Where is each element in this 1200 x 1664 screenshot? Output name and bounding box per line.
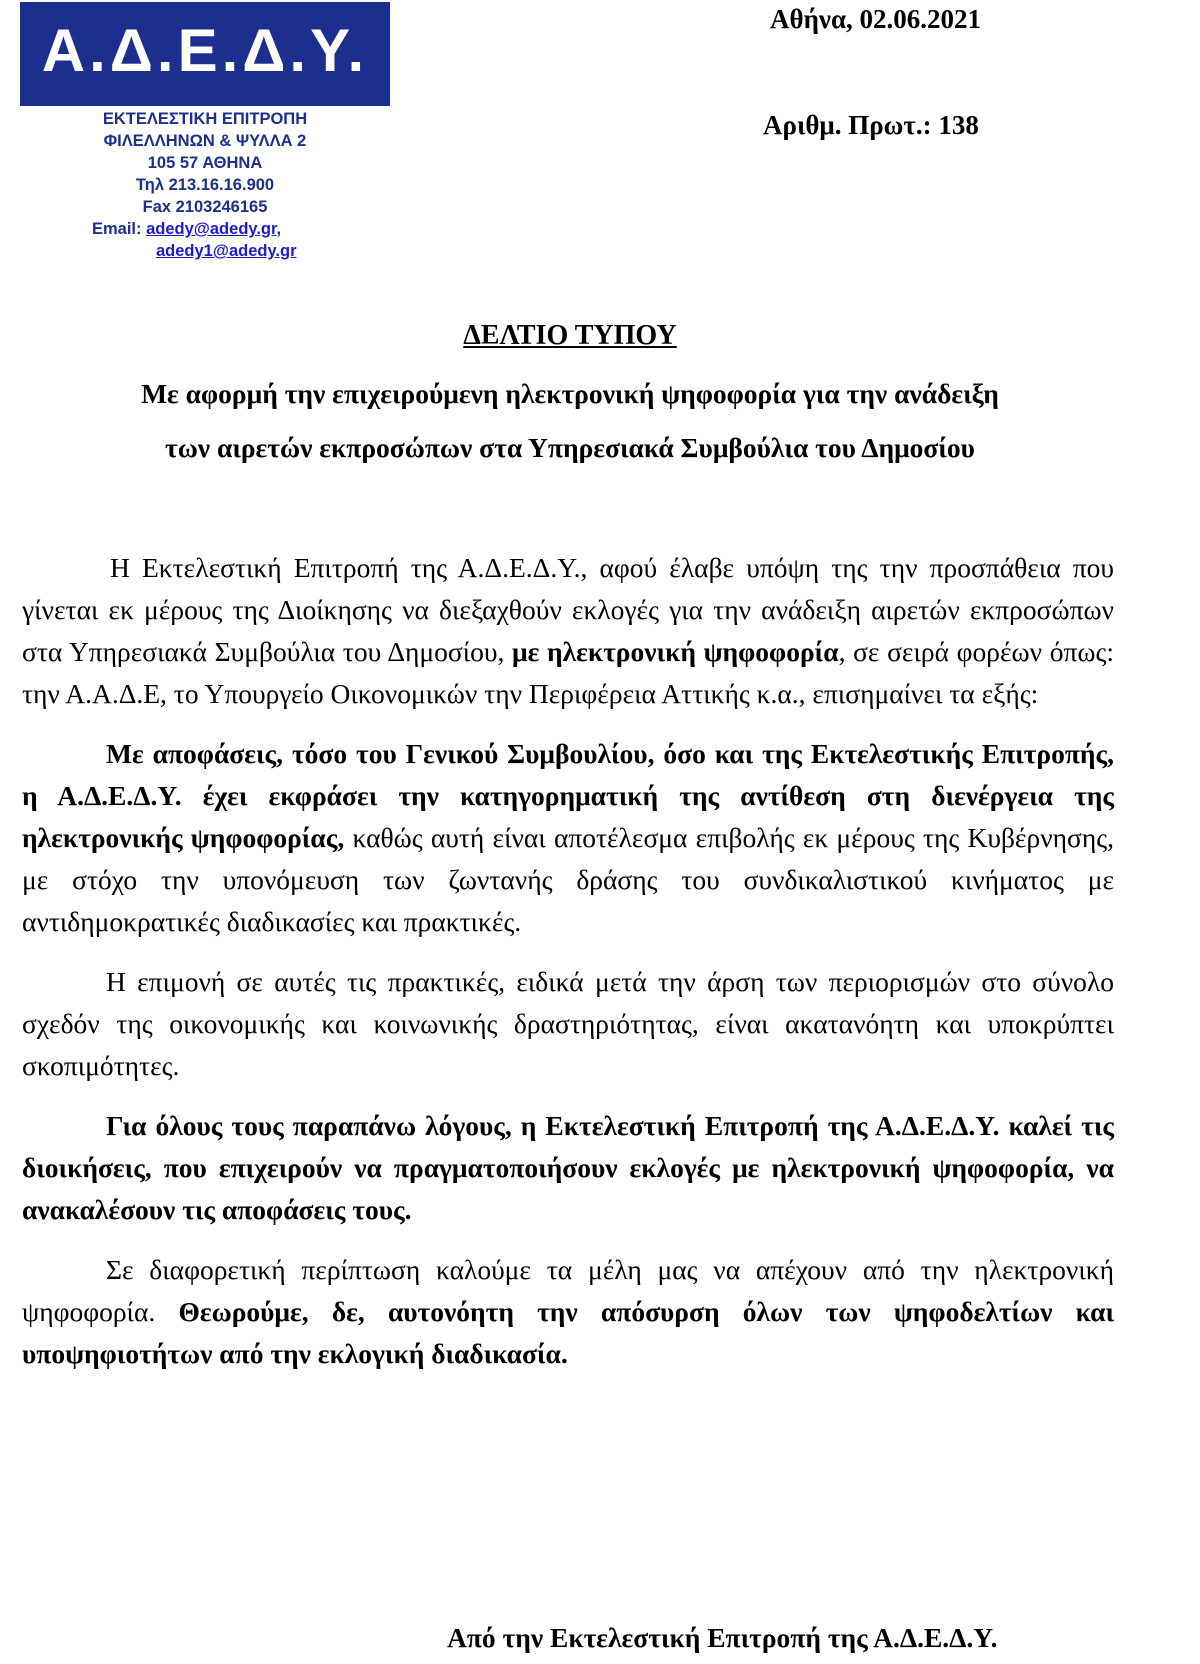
paragraph-3: Η επιμονή σε αυτές τις πρακτικές, ειδικά μετά την άρση των περιορισμών στο σύνολο σχεδόν της οικονομικής και κοινωνικής δραστηριότητας, είναι ακατανόητη και υποκρύπτει σκοπιμότητες. [22,966,1114,1081]
email-label: Email: [92,220,147,238]
email-link-secondary[interactable]: adedy1@adedy.gr [156,242,297,260]
contact-block [40,108,370,262]
email-link-primary[interactable]: adedy@adedy.gr [146,220,277,238]
logo [20,2,390,106]
protocol-number: Αριθμ. Πρωτ.: 138 [763,110,979,140]
contact-fax: Fax 2103246165 [142,198,268,216]
paragraph-4 [22,1105,1114,1231]
contact-email-line [40,218,370,240]
paragraph-5-bold: Θεωρούμε, δε, αυτονόητη την απόσυρση όλων των ψηφοδελτίων και υποψηφιοτήτων από την εκλογική διαδικασία. [22,1296,1115,1369]
paragraph-5-text: Σε διαφορετική περίπτωση καλούμε τα μέλη μας να απέχουν από την ηλεκτρονική ψηφοφορία. [22,1254,1114,1327]
document-title: ΔΕΛΤΙΟ ΤΥΠΟΥ [463,320,677,351]
paragraph-2-bold: Με αποφάσεις, τόσο του Γενικού Συμβουλίου, όσο και της Εκτελεστικής Επιτροπής, η Α.Δ.Ε.Δ.Υ. έχει εκφράσει την κατηγορηματική της αντίθεση στη διενέργεια της ηλεκτρονικής ψηφοφορίας, [22,738,1114,853]
contact-email-line-2 [40,240,370,262]
contact-line-committee: ΕΚΤΕΛΕΣΤΙΚΗ ΕΠΙΤΡΟΠΗ [102,110,308,128]
paragraph-1 [22,547,1114,715]
logo-text: Α.Δ.Ε.Δ.Υ. [41,17,369,84]
paragraph-2 [22,733,1114,943]
signature: Από την Εκτελεστική Επιτροπή της Α.Δ.Ε.Δ.Υ. [447,1622,998,1653]
paragraph-5 [22,1249,1114,1375]
paragraph-1-text-a: Η Εκτελεστική Επιτροπή της Α.Δ.Ε.Δ.Υ., αφού έλαβε υπόψη της την προσπάθεια που γίνεται εκ μέρους της Διοίκησης να διεξαχθούν εκλογές για την ανάδειξη αιρετών εκπροσώπων στα Υπηρεσιακά Συμβούλια του Δημοσίου, [22,552,1114,667]
paragraph-1-bold: με ηλεκτρονική ψηφοφορία [512,636,839,667]
subtitle-line-2: των αιρετών εκπροσώπων στα Υπηρεσιακά Συμβούλια του Δημοσίου [165,432,975,463]
contact-line-city: 105 57 ΑΘΗΝΑ [147,154,263,172]
paragraph-1-text-c: , σε σειρά φορέων όπως: την Α.Α.Δ.Ε, το Υπουργείο Οικονομικών την Περιφέρεια Αττικής κ.α., επισημαίνει τα εξής: [22,636,1114,709]
contact-line-address: ΦΙΛΕΛΛΗΝΩΝ & ΨΥΛΛΑ 2 [103,132,307,150]
paragraph-4-bold: Για όλους τους παραπάνω λόγους, η Εκτελεστική Επιτροπή της Α.Δ.Ε.Δ.Υ. καλεί τις διοικήσεις, που επιχειρούν να πραγματοποιήσουν εκλογές με ηλεκτρονική ψηφοφορία, να ανακαλέσουν τις αποφάσεις τους. [22,1110,1114,1225]
document-body [22,547,1114,1393]
document-date: Αθήνα, 02.06.2021 [770,4,982,34]
contact-phone: Τηλ 213.16.16.900 [135,176,275,194]
subtitle-line-1: Με αφορμή την επιχειρούμενη ηλεκτρονική ψηφοφορία για την ανάδειξη [141,378,999,409]
email-separator: , [276,220,282,238]
paragraph-2-text: καθώς αυτή είναι αποτέλεσμα επιβολής εκ μέρους της Κυβέρνησης, με στόχο την υπονόμευση των ζωντανής δράσης του συνδικαλιστικού κινήματος με αντιδημοκρατικές διαδικασίες και πρακτικές. [22,822,1114,937]
